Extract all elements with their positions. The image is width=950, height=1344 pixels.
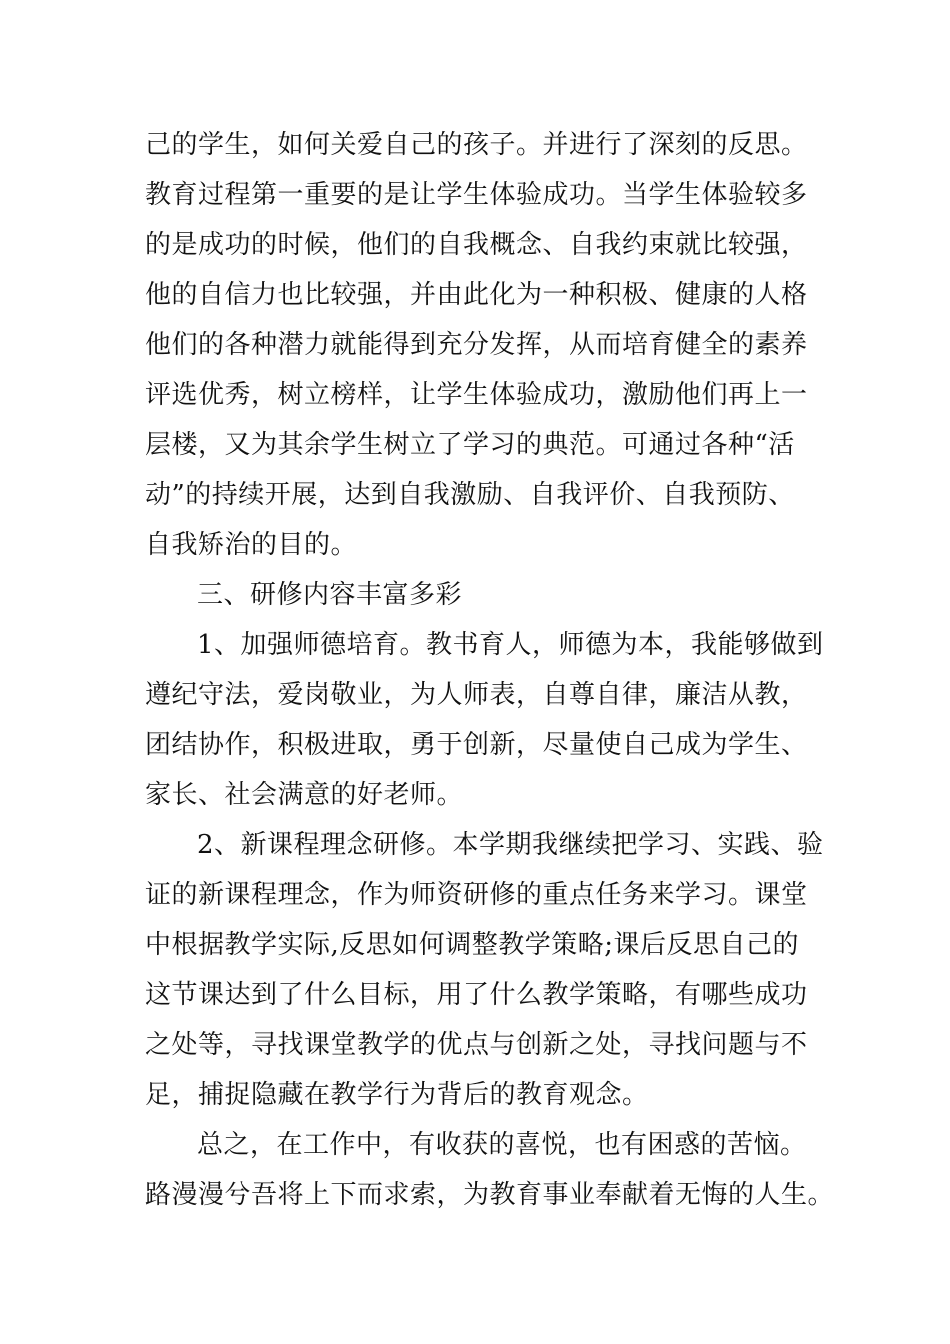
text-line: 遵纪守法，爱岗敬业，为人师表，自尊自律，廉洁从教， (145, 680, 808, 710)
text-line: 他的自信力也比较强，并由此化为一种积极、健康的人格 (145, 280, 808, 310)
text-line: 的是成功的时候，他们的自我概念、自我约束就比较强， (145, 230, 808, 260)
text-line: 路漫漫兮吾将上下而求索，为教育事业奉献着无悔的人生。 (145, 1180, 835, 1210)
document-body (145, 120, 835, 1220)
paragraph-start: 2、新课程理念研修。本学期我继续把学习、实践、验 (197, 830, 824, 860)
text-line: 证的新课程理念，作为师资研修的重点任务来学习。课堂 (145, 880, 808, 910)
text-line: 评选优秀，树立榜样，让学生体验成功，激励他们再上一 (145, 380, 808, 410)
text-line: 这节课达到了什么目标，用了什么教学策略，有哪些成功 (145, 980, 808, 1010)
text-line: 动”的持续开展，达到自我激励、自我评价、自我预防、 (145, 480, 795, 510)
text-line: 家长、社会满意的好老师。 (145, 780, 464, 810)
paragraph-start: 总之，在工作中，有收获的喜悦，也有困惑的苦恼。 (197, 1130, 807, 1160)
section-heading: 三、研修内容丰富多彩 (197, 580, 463, 610)
text-line: 教育过程第一重要的是让学生体验成功。当学生体验较多 (145, 180, 808, 210)
paragraph-start: 1、加强师德培育。教书育人，师德为本，我能够做到 (197, 630, 824, 660)
text-line: 中根据教学实际,反思如何调整教学策略;课后反思自己的 (145, 930, 800, 960)
text-line: 他们的各种潜力就能得到充分发挥，从而培育健全的素养 (145, 330, 808, 360)
text-line: 己的学生，如何关爱自己的孩子。并进行了深刻的反思。 (145, 130, 808, 160)
text-line: 层楼，又为其余学生树立了学习的典范。可通过各种“活 (145, 430, 795, 460)
text-line: 自我矫治的目的。 (145, 530, 358, 560)
text-line: 之处等，寻找课堂教学的优点与创新之处，寻找问题与不 (145, 1030, 808, 1060)
text-line: 团结协作，积极进取，勇于创新，尽量使自己成为学生、 (145, 730, 808, 760)
text-line: 足，捕捉隐藏在教学行为背后的教育观念。 (145, 1080, 649, 1110)
